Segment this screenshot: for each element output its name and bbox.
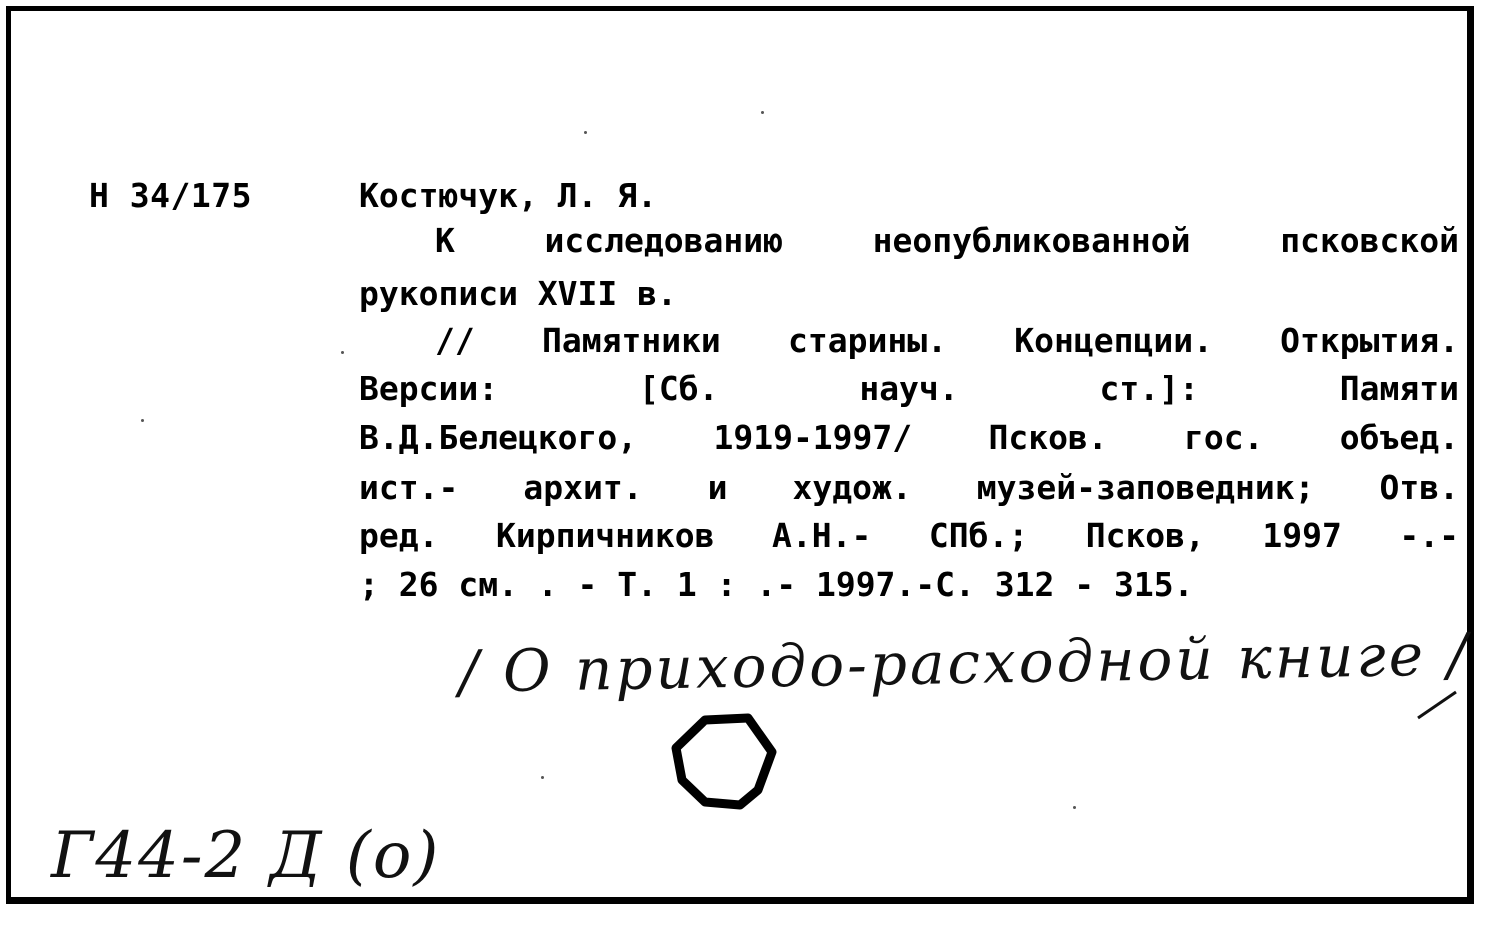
handwritten-shelf-code: Г44-2 Д (о) (51, 819, 441, 893)
source-line-2: Версии: [Сб. науч. ст.]: Памяти (359, 369, 1459, 408)
source-line-3: В.Д.Белецкого, 1919-1997/ Псков. гос. объед. (359, 418, 1459, 457)
dust-speck (541, 776, 544, 779)
source-line-4: ист.- архит. и худож. музей-заповедник; Отв. (359, 468, 1459, 507)
source-line-6: ; 26 см. . - Т. 1 : .- 1997.-С. 312 - 315. (359, 565, 1194, 604)
handwritten-note: / О приходо-расходной книге / (458, 620, 1471, 706)
author-name: Костючук, Л. Я. (359, 176, 658, 215)
catalog-card (6, 6, 1474, 904)
shelfmark: Н 34/175 (89, 176, 252, 215)
dust-speck (1073, 806, 1076, 809)
dust-speck (584, 131, 587, 134)
dust-speck (761, 111, 764, 114)
source-line-1: // Памятники старины. Концепции. Открытия. (435, 321, 1459, 360)
dust-speck (341, 351, 344, 354)
title-line-2: рукописи XVII в. (359, 274, 677, 313)
dust-speck (141, 419, 144, 422)
title-line-1: К исследованию неопубликованной псковской (435, 221, 1459, 260)
source-line-5: ред. Кирпичников А.Н.- СПб.; Псков, 1997 -.- (359, 516, 1459, 555)
